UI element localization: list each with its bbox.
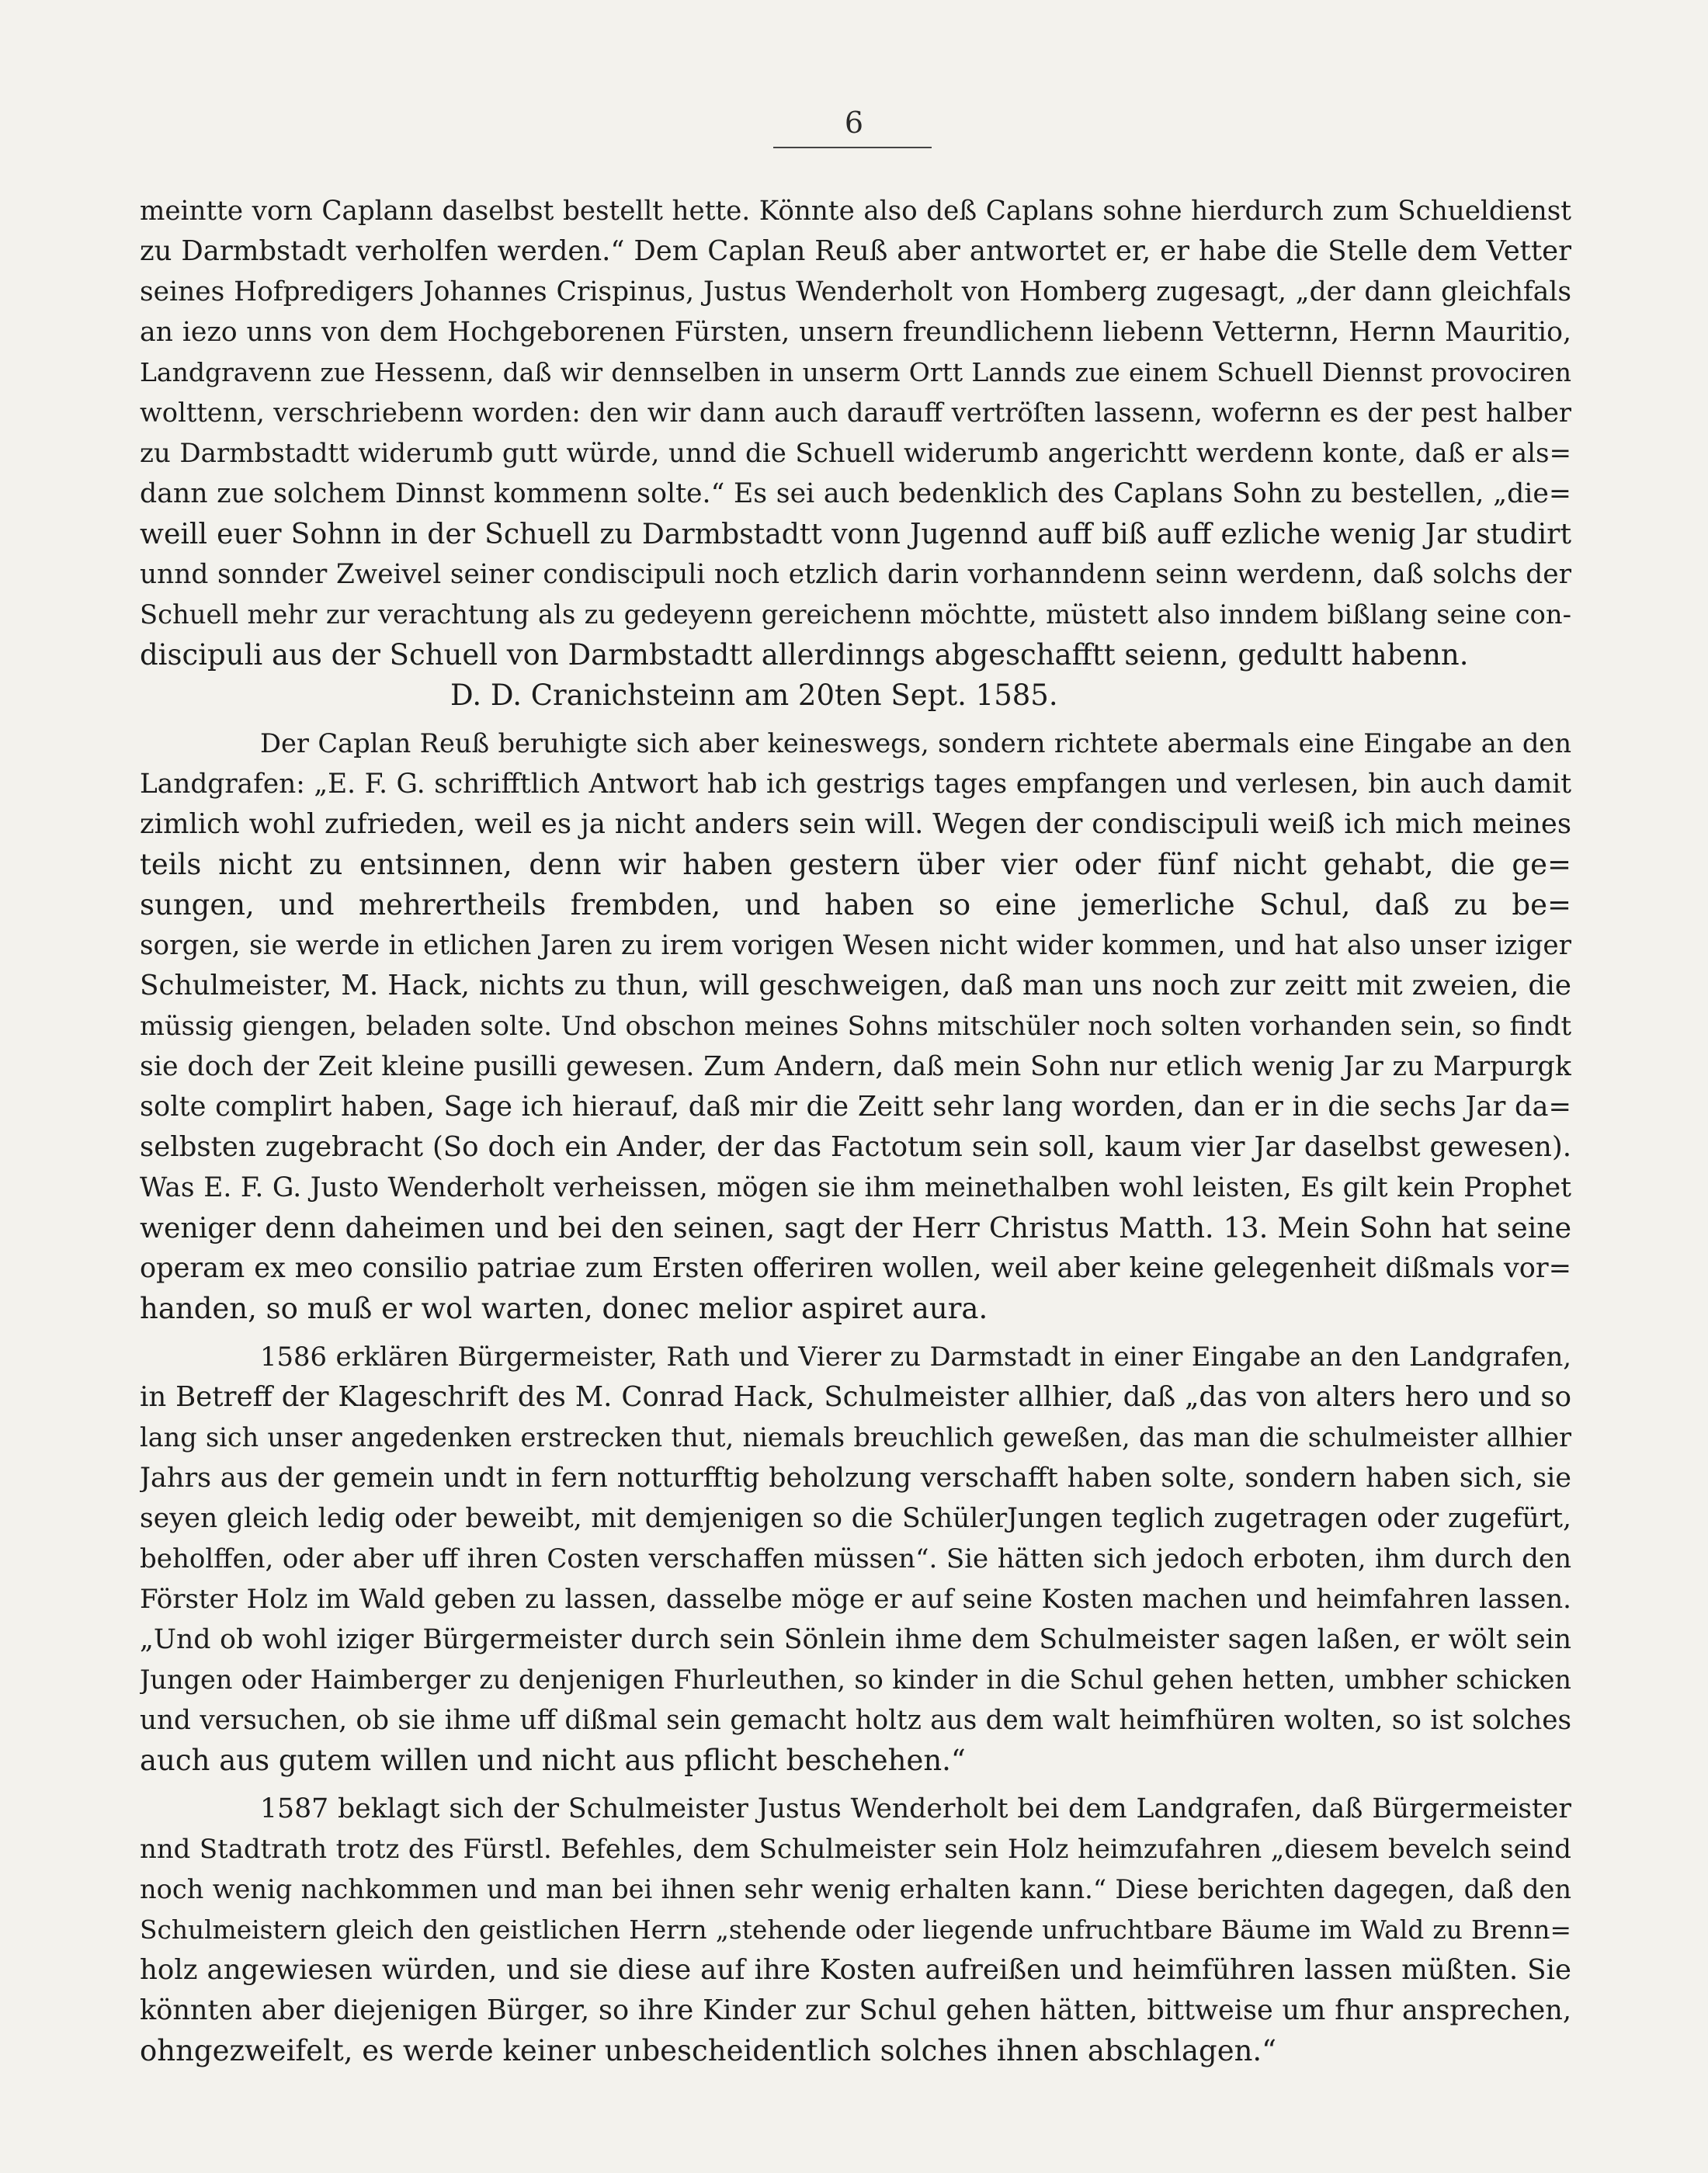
- text-line: 1586 erklären Bürgermeister, Rath und Vierer zu Darmstadt in einer Eingabe an den Landgrafen,: [260, 1342, 1571, 1372]
- text-line: müssig giengen, beladen solte. Und obschon meines Sohns mitschüler noch solten vorhanden sein, so findt: [140, 1011, 1571, 1041]
- date-line: D. D. Cranichsteinn am 20ten Sept. 1585.: [450, 679, 1058, 712]
- text-line: sie doch der Zeit kleine pusilli gewesen. Zum Andern, daß mein Sohn nur etlich wenig Jar zu Marpurgk: [140, 1051, 1571, 1082]
- text-line: beholffen, oder aber uff ihren Costen verschaffen müssen“. Sie hätten sich jedoch erboten, ihm durch den: [140, 1543, 1571, 1574]
- text-line: weniger denn daheimen und bei den seinen, sagt der Herr Christus Matth. 13. Mein Sohn hat seine: [140, 1211, 1571, 1244]
- text-line: Jahrs aus der gemein undt in fern notturfftig beholzung verschafft haben solte, sondern haben sich, sie: [140, 1463, 1571, 1494]
- text-line: Landgrafen: „E. F. G. schrifftlich Antwort hab ich gestrigs tages empfangen und verlesen, bin auch damit: [140, 769, 1571, 800]
- text-line: zu Darmbstadt verholfen werden.“ Dem Caplan Reuß aber antwortet er, er habe die Stelle dem Vetter: [140, 235, 1571, 267]
- text-line: könnten aber diejenigen Bürger, so ihre Kinder zur Schul gehen hätten, bittweise um fhur ansprechen,: [140, 1994, 1571, 2026]
- text-line: sorgen, sie werde in etlichen Jaren zu irem vorigen Wesen nicht wider kommen, und hat also unser iziger: [140, 930, 1571, 961]
- text-line: in Betreff der Klageschrift des M. Conrad Hack, Schulmeister allhier, daß „das von alters hero und so: [140, 1381, 1571, 1413]
- text-line: handen, so muß er wol warten, donec melior aspiret aura.: [140, 1292, 988, 1325]
- text-line: selbsten zugebracht (So doch ein Ander, der das Factotum sein soll, kaum vier Jar daselbst gewesen).: [140, 1131, 1571, 1163]
- text-line: Schuell mehr zur verachtung als zu gedeyenn gereichenn möchtte, müstett also inndem bißlang seine con-: [140, 599, 1571, 630]
- text-line: auch aus gutem willen und nicht aus pflicht beschehen.“: [140, 1744, 966, 1777]
- text-line: Förster Holz im Wald geben zu lassen, dasselbe möge er auf seine Kosten machen und heimfahren lassen.: [140, 1584, 1571, 1615]
- text-line: unnd sonnder Zweivel seiner condiscipuli noch etzlich darin vorhanndenn seinn werdenn, daß solchs der: [140, 559, 1571, 590]
- text-line: an iezo unns von dem Hochgeborenen Fürsten, unsern freundlichenn liebenn Vetternn, Hernn Mauritio,: [140, 317, 1571, 348]
- text-line: „Und ob wohl iziger Bürgermeister durch sein Sönlein ihme dem Schulmeister sagen laßen, er wölt sein: [140, 1624, 1571, 1655]
- text-line: dann zue solchem Dinnst kommenn solte.“ Es sei auch bedenklich des Caplans Sohn zu bestellen, „die=: [140, 478, 1571, 509]
- text-line: ohngezweifelt, es werde keiner unbescheidentlich solches ihnen abschlagen.“: [140, 2034, 1277, 2067]
- text-line: zimlich wohl zufrieden, weil es ja nicht anders sein will. Wegen der condiscipuli weiß ich mich meines: [140, 808, 1571, 840]
- text-line: teils nicht zu entsinnen, denn wir haben gestern über vier oder fünf nicht gehabt, die ge=: [140, 848, 1571, 881]
- document-body: [140, 191, 1571, 2071]
- text-line: Schulmeistern gleich den geistlichen Herrn „stehende oder liegende unfruchtbare Bäume im Wald zu Brenn=: [140, 1915, 1571, 1945]
- text-line: noch wenig nachkommen und man bei ihnen sehr wenig erhalten kann.“ Diese berichten dagegen, daß den: [140, 1874, 1571, 1904]
- text-line: Der Caplan Reuß beruhigte sich aber keineswegs, sondern richtete abermals eine Eingabe an den: [260, 728, 1571, 758]
- text-line: seyen gleich ledig oder beweibt, mit demjenigen so die SchülerJungen teglich zugetragen oder zugefürt,: [140, 1503, 1571, 1534]
- text-line: Jungen oder Haimberger zu denjenigen Fhurleuthen, so kinder in die Schul gehen hetten, umbher schicken: [140, 1664, 1571, 1695]
- text-line: nnd Stadtrath trotz des Fürstl. Befehles, dem Schulmeister sein Holz heimzufahren „diesem bevelch seind: [140, 1834, 1571, 1864]
- text-line: solte complirt haben, Sage ich hierauf, daß mir die Zeitt sehr lang worden, dan er in die sechs Jar da=: [140, 1091, 1571, 1123]
- page-number: 6: [844, 106, 864, 140]
- text-line: meintte vorn Caplann daselbst bestellt hette. Könnte also deß Caplans sohne hierdurch zum Schueldienst: [140, 196, 1571, 227]
- text-line: Landgravenn zue Hessenn, daß wir dennselben in unserm Ortt Lannds zue einem Schuell Diennst provociren: [140, 357, 1571, 387]
- text-line: 1587 beklagt sich der Schulmeister Justus Wenderholt bei dem Landgrafen, daß Bürgermeister: [260, 1793, 1571, 1824]
- text-line: operam ex meo consilio patriae zum Ersten offeriren wollen, weil aber keine gelegenheit dißmals vor=: [140, 1252, 1571, 1284]
- text-line: Was E. F. G. Justo Wenderholt verheissen, mögen sie ihm meinethalben wohl leisten, Es gilt kein Prophet: [140, 1172, 1571, 1203]
- text-line: und versuchen, ob sie ihme uff dißmal sein gemacht holtz aus dem walt heimfhüren wolten, so ist solches: [140, 1705, 1571, 1736]
- text-line: lang sich unser angedenken erstrecken thut, niemals breuchlich geweßen, das man die schulmeister allhier: [140, 1422, 1571, 1453]
- text-line: zu Darmbstadtt widerumb gutt würde, unnd die Schuell widerumb angerichtt werdenn konte, daß er als=: [140, 438, 1571, 469]
- text-line: sungen, und mehrertheils frembden, und haben so eine jemerliche Schul, daß zu be=: [140, 888, 1571, 922]
- page-number-rule: [773, 147, 932, 148]
- text-line: seines Hofpredigers Johannes Crispinus, Justus Wenderholt von Homberg zugesagt, „der dann gleichfals: [140, 276, 1571, 307]
- text-line: holz angewiesen würden, und sie diese auf ihre Kosten aufreißen und heimführen lassen müßten. Sie: [140, 1954, 1571, 1986]
- text-line: Schulmeister, M. Hack, nichts zu thun, will geschweigen, daß man uns noch zur zeitt mit zweien, die: [140, 970, 1571, 1001]
- text-line: discipuli aus der Schuell von Darmbstadtt allerdinngs abgeschafftt seienn, gedultt habenn.: [140, 638, 1469, 672]
- text-line: weill euer Sohnn in der Schuell zu Darmbstadtt vonn Jugennd auff biß auff ezliche wenig Jar studirt: [140, 517, 1571, 550]
- text-line: wolttenn, verschriebenn worden: den wir dann auch darauff vertröſten lassenn, wofernn es der pest halber: [140, 397, 1571, 428]
